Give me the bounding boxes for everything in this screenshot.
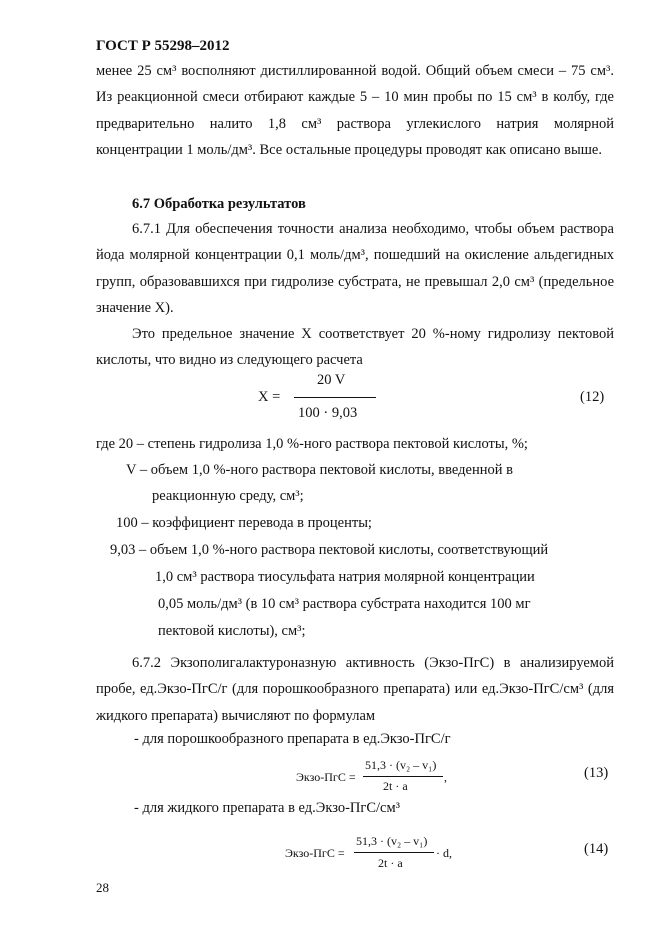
- legend-line: 1,0 см³ раствора тиосульфата натрия молярной концентрации: [155, 569, 535, 585]
- list-item-liquid: - для жидкого препарата в ед.Экзо-ПгС/см³: [134, 800, 401, 816]
- formula-12-numerator: 20 V: [317, 372, 346, 388]
- legend-line: 100 – коэффициент перевода в проценты;: [116, 515, 372, 531]
- formula-12-denominator: 100 · 9,03: [298, 405, 358, 421]
- legend-line: 9,03 – объем 1,0 %-ного раствора пектовой кислоты, соответствующий: [110, 542, 549, 558]
- paragraph-6-7-1: 6.7.1 Для обеспечения точности анализа необходимо, чтобы объем раствора йода молярной концентрации 0,1 моль/дм³, пошедший на окисление альдегидных групп, образовавшихся при гидролизе субстрата, не превышал 2,0 см³ (предельное значение X).: [96, 221, 614, 317]
- formula-14-numerator: 51,3 · (v₂ – v₁): [356, 834, 428, 848]
- legend-line: где 20 – степень гидролиза 1,0 %-ного раствора пектовой кислоты, %;: [96, 436, 528, 452]
- formula-14-fraction-bar: [354, 852, 434, 853]
- formula-13-number: (13): [584, 765, 609, 781]
- paragraph-6-7-2: 6.7.2 Экзополигалактуронaзную активность (Экзо-ПгС) в анализируемой пробе, ед.Экзо-ПгС/г (для порошкообразного препарата) или ед.Экзо-ПгС/см³ (для жидкого препарата) вычисляют по формулам: [96, 655, 614, 724]
- formula-12-fraction-bar: [294, 397, 376, 398]
- legend-line: реакционную среду, см³;: [152, 488, 304, 504]
- paragraph-continuation: менее 25 см³ восполняют дистиллированной водой. Общий объем смеси – 75 см³. Из реакционной смеси отбирают каждые 5 – 10 мин пробы по 15 см³ в колбу, где предварительно налито 1,8 см³ раствора углекислого натрия молярной концентрации 1 моль/дм³. Все остальные процедуры проводят как описано выше.: [96, 63, 614, 159]
- legend-line: пектовой кислоты), см³;: [158, 623, 306, 639]
- legend-line: V – объем 1,0 %-ного раствора пектовой кислоты, введенной в: [126, 462, 513, 478]
- formula-14-tail: · d,: [436, 846, 452, 860]
- formula-14-number: (14): [584, 841, 609, 857]
- formula-13-tail: ,: [444, 770, 447, 784]
- formula-14-denominator: 2t · a: [378, 856, 403, 870]
- formula-13-denominator: 2t · a: [383, 779, 408, 793]
- paragraph-limit-value: Это предельное значение X соответствует 20 %-ному гидролизу пектовой кислоты, что видно из следующего расчета: [96, 326, 614, 369]
- formula-14-lhs: Экзо-ПгС =: [285, 846, 345, 860]
- document-header: ГОСТ Р 55298–2012: [96, 38, 230, 54]
- formula-12-number: (12): [580, 389, 605, 405]
- list-item-powder: - для порошкообразного препарата в ед.Экзо-ПгС/г: [134, 731, 451, 747]
- legend-line: 0,05 моль/дм³ (в 10 см³ раствора субстрата находится 100 мг: [158, 596, 531, 612]
- formula-13-numerator: 51,3 · (v₂ – v₁): [365, 758, 437, 772]
- formula-13-fraction-bar: [363, 776, 443, 777]
- page-number: 28: [96, 880, 109, 895]
- section-heading: 6.7 Обработка результатов: [132, 196, 306, 212]
- formula-13-lhs: Экзо-ПгС =: [296, 770, 356, 784]
- formula-12-lhs: X =: [258, 389, 281, 405]
